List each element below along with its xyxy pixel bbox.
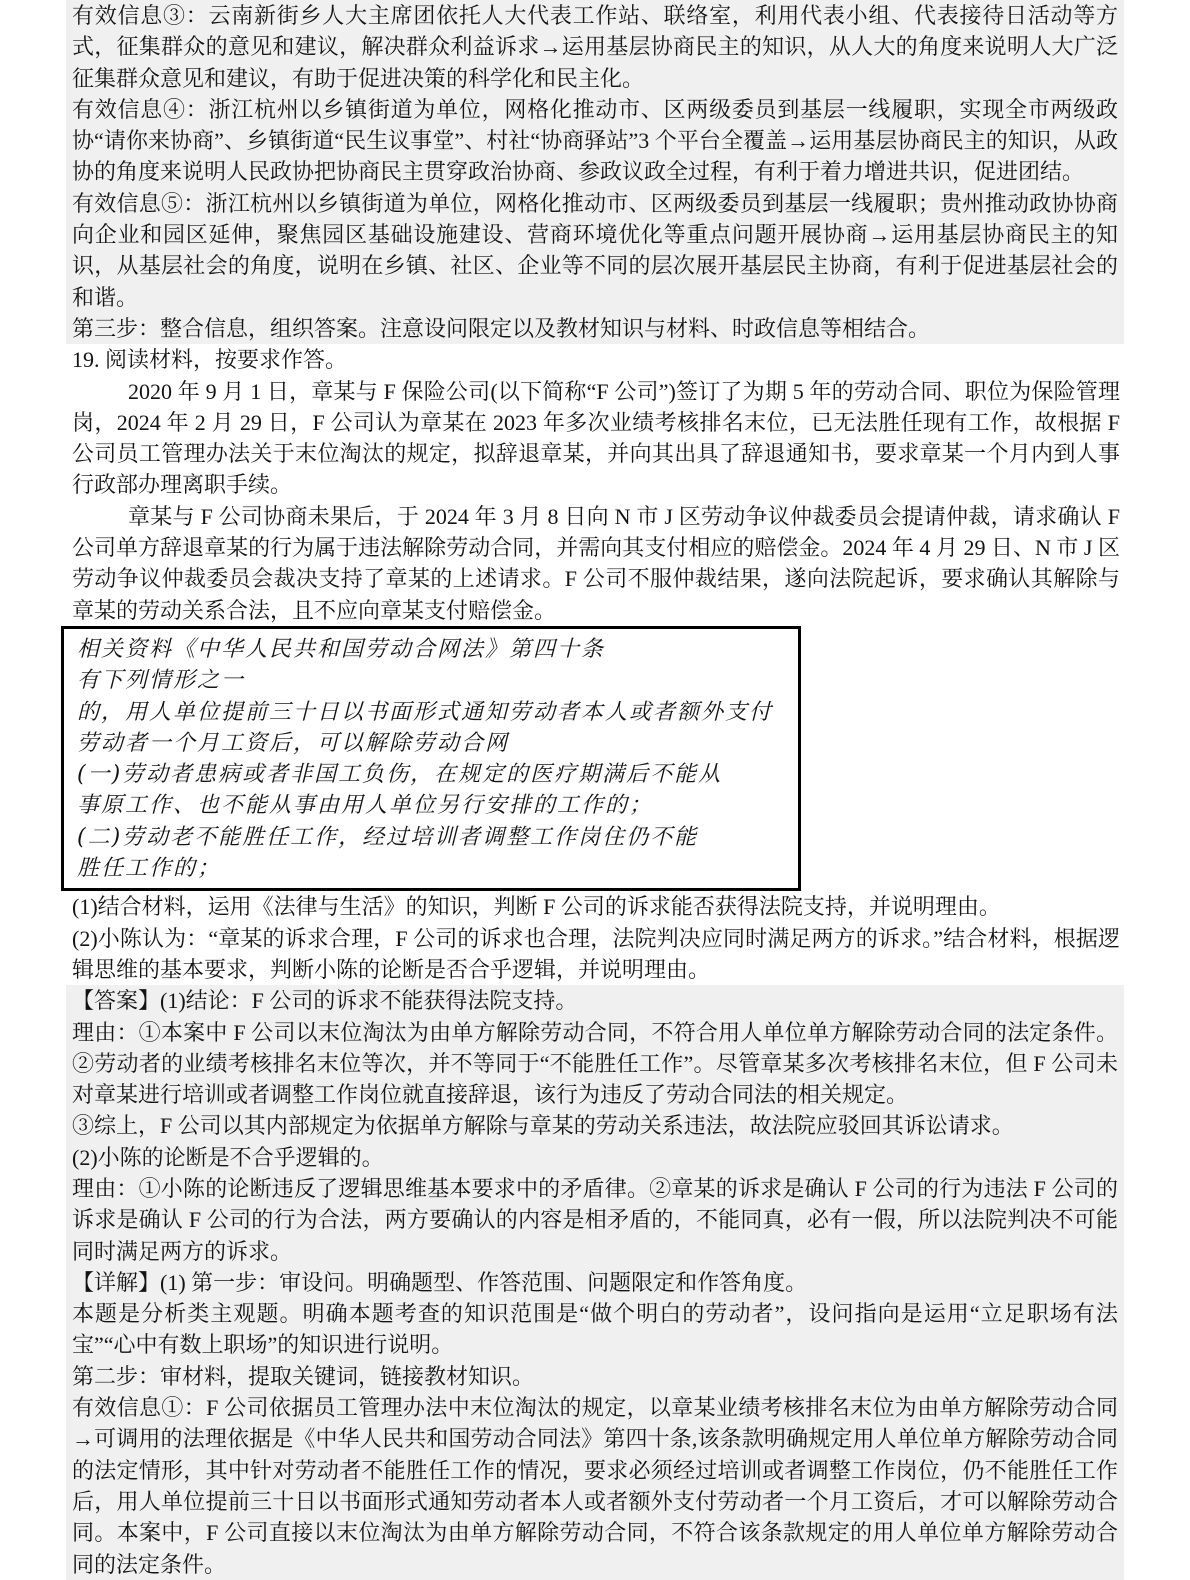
law-line: (一)劳动者患病或者非国工负伤，在规定的医疗期满后不能从 [77, 762, 723, 788]
analysis-paragraph-info5: 有效信息⑤：浙江杭州以乡镇街道为单位，网格化推动市、区两级委员到基层一线履职；贵州推动政协协商向企业和园区延伸，聚焦园区基础设施建设、营商环境优化等重点问题开展协商→运用基层协商民主的知识，从基层社会的角度，说明在乡镇、社区、企业等不同的层次展开基层民主协商，有利于促进基层社会的和谐。 [72, 190, 1118, 310]
explanation-step1: 【详解】(1) 第一步：审设问。明确题型、作答范围、问题限定和作答角度。 [72, 1269, 808, 1295]
law-excerpt-box [61, 626, 801, 891]
answer-part2-conclusion: (2)小陈的论断是不合乎逻辑的。 [72, 1144, 384, 1170]
law-line: 的，用人单位提前三十日以书面形式通知劳动者本人或者额外支付 [77, 699, 774, 725]
analysis-steps-highlight [66, 0, 1124, 344]
question-19-material-paragraph-2: 章某与 F 公司协商未果后，于 2024 年 3 月 8 日向 N 市 J 区劳动争议仲裁委员会提请仲裁，请求确认 F 公司单方辞退章某的行为属于违法解除劳动合同，并需向其支付相应的赔偿金。2024 年 4 月 29 日、N 市 J 区劳动争议仲裁委员会裁决支持了章某的上述请求。F 公司不服仲裁结果，遂向法院起诉，要求确认其解除与章某的劳动关系合法，且不应向章某支付赔偿金。 [72, 503, 1120, 623]
law-line: 胜任工作的； [77, 856, 222, 882]
law-line: 事原工作、也不能从事由用人单位另行安排的工作的； [77, 793, 654, 819]
answer-conclusion: 【答案】(1)结论：F 公司的诉求不能获得法院支持。 [72, 988, 578, 1014]
law-line-title: 相关资料《中华人民共和国劳动合网法》第四十条 [77, 636, 606, 662]
law-line: 有下列情形之一 [77, 668, 246, 694]
analysis-paragraph-step3: 第三步：整合信息，组织答案。注意设问限定以及教材知识与材料、时政信息等相结合。 [72, 315, 931, 341]
sub-question-2: (2)小陈认为：“章某的诉求合理，F 公司的诉求也合理，法院判决应同时满足两方的诉求。”结合材料，根据逻辑思维的基本要求，判断小陈的论断是否合乎逻辑，并说明理由。 [72, 925, 1120, 982]
explanation-step2: 第二步：审材料，提取关键词，链接教材知识。 [72, 1363, 535, 1389]
question-19-material-paragraph-1: 2020 年 9 月 1 日，章某与 F 保险公司(以下简称“F 公司”)签订了为期 5 年的劳动合同、职位为保险管理岗，2024 年 2 月 29 日，F 公司认为章某在 2023 年多次业绩考核排名末位，已无法胜任现有工作，故根据 F 公司员工管理办法关于末位淘汰的规定，拟辞退章某，并向其出具了辞退通知书，要求章某一个月内到人事行政部办理离职手续。 [72, 378, 1120, 498]
sub-question-1: (1)结合材料，运用《法律与生活》的知识，判断 F 公司的诉求能否获得法院支持，并说明理由。 [72, 894, 1001, 920]
answer-part2-reason: 理由：①小陈的论断违反了逻辑思维基本要求中的矛盾律。②章某的诉求是确认 F 公司的行为违法 F 公司的诉求是确认 F 公司的行为合法，两方要确认的内容是相矛盾的，不能同真，必有一假，所以法院判决不可能同时满足两方的诉求。 [72, 1175, 1118, 1264]
analysis-paragraph-info4: 有效信息④：浙江杭州以乡镇街道为单位，网格化推动市、区两级委员到基层一线履职，实现全市两级政协“请你来协商”、乡镇街道“民生议事堂”、村社“协商驿站”3 个平台全覆盖→运用基层协商民主的知识，从政协的角度来说明人民政协把协商民主贯穿政治协商、参政议政全过程，有利于着力增进共识，促进团结。 [72, 96, 1118, 185]
answer-reason-1: 理由：①本案中 F 公司以末位淘汰为由单方解除劳动合同，不符合用人单位单方解除劳动合同的法定条件。②劳动者的业绩考核排名末位等次，并不等同于“不能胜任工作”。尽管章某多次考核排名末位，但 F 公司未对章某进行培训或者调整工作岗位就直接辞退，该行为违反了劳动合同法的相关规定。 [72, 1019, 1118, 1108]
question-19-section [72, 344, 1120, 985]
question-19-heading: 19. 阅读材料，按要求作答。 [72, 347, 348, 373]
explanation-scope: 本题是分析类主观题。明确本题考查的知识范围是“做个明白的劳动者”，设问指向是运用“立足职场有法宝”“心中有数上职场”的知识进行说明。 [72, 1301, 1118, 1358]
answer-reason-2: ③综上，F 公司以其内部规定为依据单方解除与章某的劳动关系违法，故法院应驳回其诉讼请求。 [72, 1113, 1014, 1139]
analysis-paragraph-info3: 有效信息③：云南新街乡人大主席团依托人大代表工作站、联络室，利用代表小组、代表接待日活动等方式，征集群众的意见和建议，解决群众利益诉求→运用基层协商民主的知识，从人大的角度来说明人大广泛征集群众意见和建议，有助于促进决策的科学化和民主化。 [72, 3, 1118, 91]
answer-explanation-highlight [66, 985, 1124, 1580]
law-line: 劳动者一个月工资后，可以解除劳动合网 [77, 730, 510, 756]
explanation-info1: 有效信息①：F 公司依据员工管理办法中末位淘汰的规定，以章某业绩考核排名末位为由单方解除劳动合同→可调用的法理依据是《中华人民共和国劳动合同法》第四十条,该条款明确规定用人单位单方解除劳动合同的法定情形，其中针对劳动者不能胜任工作的情况，要求必须经过培训或者调整工作岗位，仍不能胜任工作后，用人单位提前三十日以书面形式通知劳动者本人或者额外支付劳动者一个月工资后，才可以解除劳动合同。本案中，F 公司直接以末位淘汰为由单方解除劳动合同，不符合该条款规定的用人单位单方解除劳动合同的法定条件。 [72, 1395, 1118, 1577]
law-line: (二)劳动老不能胜任工作，经过培训者调整工作岗住仍不能 [77, 824, 699, 850]
